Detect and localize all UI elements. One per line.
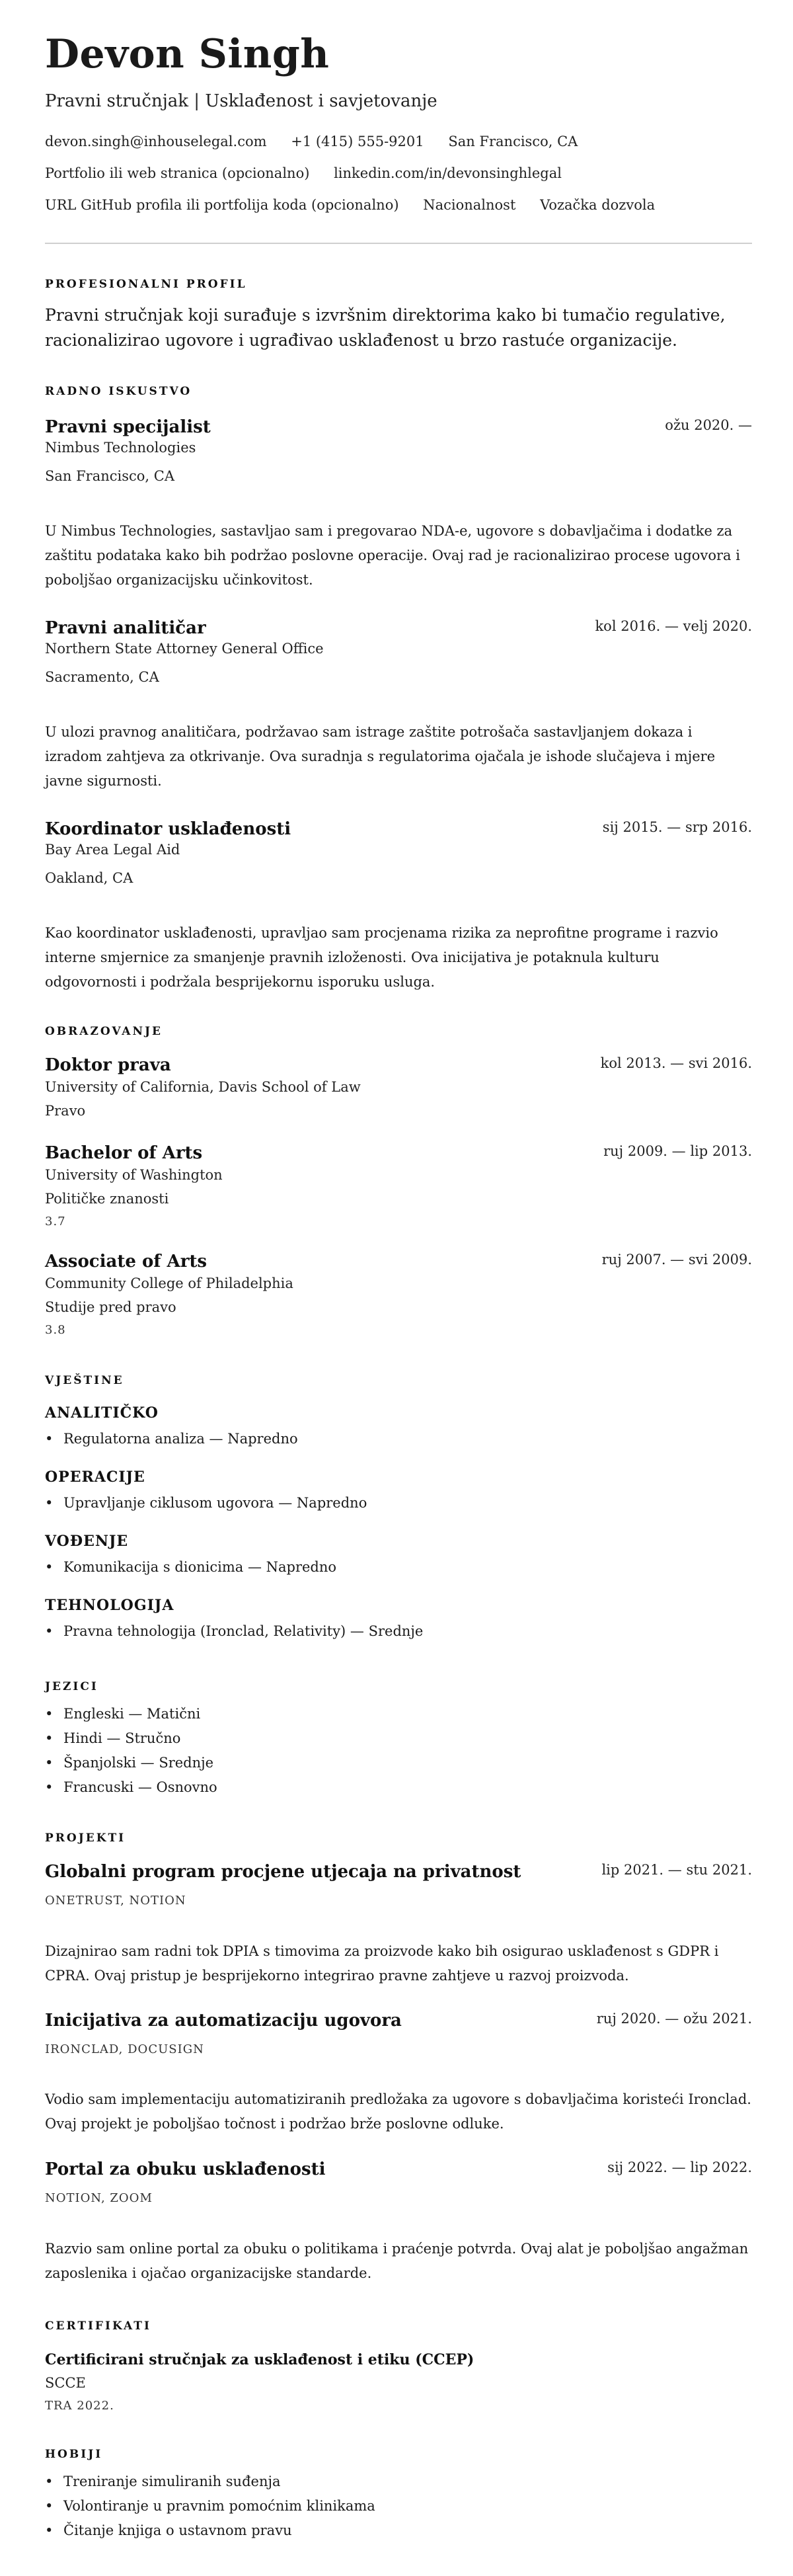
education-school: University of California, Davis School of Law [45, 1079, 361, 1095]
contact-line-1 [45, 134, 578, 150]
experience-title: Pravni analitičar [45, 618, 206, 638]
project-description: Dizajnirao sam radni tok DPIA s timovima za proizvode kako bih osigurao usklađenost s GDPR i CPRA. Ovaj pristup je besprijekorno integrirao pravne zahtjeve u razvoj proizvoda. [45, 1943, 719, 1984]
education-section-title: OBRAZOVANJE [45, 1025, 163, 1038]
education-field: Studije pred pravo [45, 1299, 176, 1315]
certificates-section-title: CERTIFIKATI [45, 2319, 151, 2333]
certificate-name: Certificirani stručnjak za usklađenost i etiku (CCEP) [45, 2351, 474, 2368]
education-field: Pravo [45, 1103, 86, 1119]
education-degree: Bachelor of Arts [45, 1143, 203, 1163]
skill-item: • Upravljanje ciklusom ugovora — Napredno [63, 1495, 367, 1511]
skill-item: • Pravna tehnologija (Ironclad, Relativity) — Srednje [63, 1623, 423, 1640]
experience-location: San Francisco, CA [45, 468, 175, 484]
skill-category: TEHNOLOGIJA [45, 1597, 174, 1614]
skill-item: • Regulatorna analiza — Napredno [63, 1431, 298, 1447]
skills-section-title: VJEŠTINE [45, 1374, 124, 1387]
languages-section-title: JEZICI [45, 1680, 98, 1693]
experience-title: Koordinator usklađenosti [45, 819, 291, 839]
education-dates: ruj 2007. — svi 2009. [601, 1252, 752, 1268]
profile-section-title: PROFESIONALNI PROFIL [45, 278, 247, 291]
skill-category: VOĐENJE [45, 1533, 129, 1550]
language-item: • Francuski — Osnovno [63, 1779, 217, 1796]
experience-company: Bay Area Legal Aid [45, 842, 180, 858]
hobby-item: • Čitanje knjiga o ustavnom pravu [63, 2522, 292, 2539]
education-dates: kol 2013. — svi 2016. [600, 1055, 752, 1071]
project-dates: lip 2021. — stu 2021. [601, 1862, 752, 1878]
education-school: University of Washington [45, 1167, 223, 1183]
header-divider [45, 243, 752, 244]
contact-phone[interactable]: +1 (415) 555-9201 [291, 134, 424, 149]
language-item: • Španjolski — Srednje [63, 1755, 213, 1771]
hobby-item: • Volontiranje u pravnim pomoćnim klinikama [63, 2498, 375, 2515]
experience-company: Northern State Attorney General Office [45, 641, 324, 657]
contact-linkedin[interactable]: linkedin.com/in/devonsinghlegal [334, 165, 562, 181]
hobbies-section-title: HOBIJI [45, 2448, 103, 2461]
contact-email[interactable]: devon.singh@inhouselegal.com [45, 134, 267, 149]
project-description: Razvio sam online portal za obuku o politikama i praćenje potvrda. Ovaj alat je poboljšao angažman zaposlenika i ojačao organizacijske standarde. [45, 2241, 749, 2281]
project-dates: sij 2022. — lip 2022. [607, 2159, 752, 2175]
projects-section-title: PROJEKTI [45, 1831, 126, 1845]
contact-line-3 [45, 197, 655, 214]
contact-location: San Francisco, CA [448, 134, 578, 149]
experience-dates: sij 2015. — srp 2016. [602, 819, 752, 835]
project-title: Globalni program procjene utjecaja na privatnost [45, 1862, 521, 1882]
experience-description: U Nimbus Technologies, sastavljao sam i pregovarao NDA-e, ugovore s dobavljačima i dodatke za zaštitu podataka kako bih podržao poslovne operacije. Ovaj rad je racionalizirao procese ugovora i poboljšao organizacijsku učinkovitost. [45, 523, 740, 588]
skill-category: ANALITIČKO [45, 1404, 159, 1422]
experience-location: Oakland, CA [45, 870, 133, 886]
candidate-role: Pravni stručnjak | Usklađenost i savjetovanje [45, 91, 437, 111]
hobby-item: • Treniranje simuliranih suđenja [63, 2474, 281, 2490]
project-tags: ONETRUST, NOTION [45, 1894, 186, 1908]
experience-dates: kol 2016. — velj 2020. [595, 618, 752, 634]
project-tags: NOTION, ZOOM [45, 2191, 153, 2205]
education-dates: ruj 2009. — lip 2013. [603, 1143, 752, 1159]
education-school: Community College of Philadelphia [45, 1275, 293, 1291]
profile-summary: Pravni stručnjak koji surađuje s izvršnim direktorima kako bi tumačio regulative, racionalizirao ugovore i ugrađivao usklađenost u brzo rastuće organizacije. [45, 305, 726, 350]
experience-dates: ožu 2020. — [665, 417, 752, 433]
contact-portfolio[interactable]: Portfolio ili web stranica (opcionalno) [45, 165, 310, 181]
language-item: • Hindi — Stručno [63, 1730, 180, 1747]
candidate-name: Devon Singh [45, 31, 330, 77]
education-degree: Associate of Arts [45, 1252, 208, 1271]
project-description: Vodio sam implementaciju automatiziranih predložaka za ugovore s dobavljačima koristeći Ironclad. Ovaj projekt je poboljšao točnost i podržao brže poslovne odluke. [45, 2091, 751, 2132]
experience-description: Kao koordinator usklađenosti, upravljao sam procjenama rizika za neprofitne programe i razvio interne smjernice za smanjenje pravnih izloženosti. Ova inicijativa je potaknula kulturu odgovornosti i podržala besprijekornu isporuku usluga. [45, 925, 718, 990]
education-field: Političke znanosti [45, 1191, 169, 1207]
project-title: Inicijativa za automatizaciju ugovora [45, 2011, 402, 2031]
certificate-date: TRA 2022. [45, 2399, 114, 2413]
project-title: Portal za obuku usklađenosti [45, 2159, 326, 2179]
contact-line-2 [45, 165, 562, 182]
education-gpa: 3.8 [45, 1323, 66, 1337]
experience-section-title: RADNO ISKUSTVO [45, 385, 192, 398]
language-item: • Engleski — Matični [63, 1706, 200, 1722]
contact-driving-license: Vozačka dozvola [540, 197, 656, 213]
project-tags: IRONCLAD, DOCUSIGN [45, 2042, 204, 2056]
experience-description: U ulozi pravnog analitičara, podržavao sam istrage zaštite potrošača sastavljanjem dokaza i izradom zahtjeva za otkrivanje. Ova suradnja s regulatorima ojačala je ishode slučajeva i mjere javne sigurnosti. [45, 724, 716, 789]
experience-title: Pravni specijalist [45, 417, 211, 437]
skill-category: OPERACIJE [45, 1469, 145, 1486]
contact-github[interactable]: URL GitHub profila ili portfolija koda (opcionalno) [45, 197, 399, 213]
education-gpa: 3.7 [45, 1215, 66, 1228]
experience-location: Sacramento, CA [45, 669, 159, 685]
education-degree: Doktor prava [45, 1055, 171, 1075]
project-dates: ruj 2020. — ožu 2021. [596, 2011, 752, 2027]
experience-company: Nimbus Technologies [45, 440, 196, 456]
contact-nationality: Nacionalnost [423, 197, 516, 213]
skill-item: • Komunikacija s dionicima — Napredno [63, 1559, 336, 1576]
certificate-issuer: SCCE [45, 2375, 86, 2391]
